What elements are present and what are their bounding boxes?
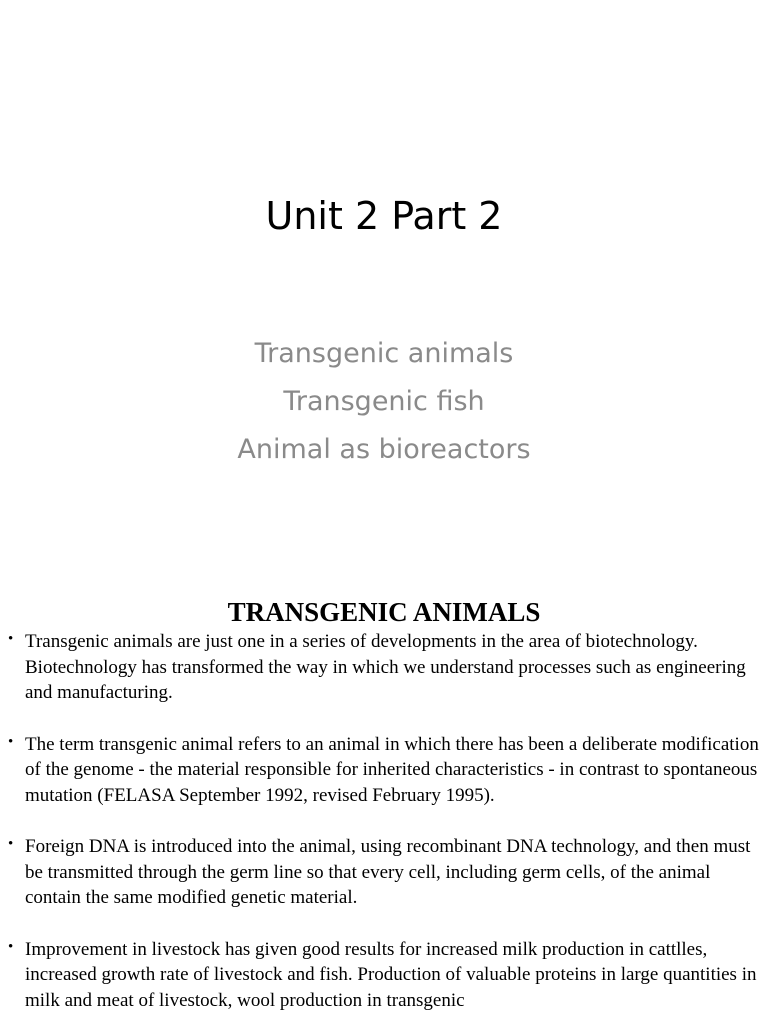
subtitle-list [0, 330, 768, 474]
subtitle-animal-bioreactors: Animal as bioreactors [237, 434, 531, 465]
list-item [8, 937, 760, 1014]
slide-title: Unit 2 Part 2 [265, 194, 503, 238]
content-slide [0, 576, 768, 1024]
bullet-icon: • [8, 836, 14, 852]
list-item [8, 834, 760, 911]
bullet-icon: • [8, 938, 14, 955]
bullet-icon: • [8, 733, 14, 750]
subtitle-transgenic-animals: Transgenic animals [254, 338, 514, 369]
bullet-list [8, 629, 760, 1024]
bullet-text: The term transgenic animal refers to an animal in which there has been a deliberate modification of the genome - the material responsible for inherited characteristics - in contrast to spontaneous mutation (FELASA September 1992, revised February 1995). [25, 733, 759, 806]
subtitle-transgenic-fish: Transgenic fish [283, 386, 485, 417]
bullet-icon: • [8, 631, 14, 647]
bullet-text: Transgenic animals are just one in a series of developments in the area of biotechnology. Biotechnology has transformed the way in which we understand processes such as engineering and manufacturing. [25, 631, 746, 703]
list-item [8, 629, 760, 706]
list-item [8, 732, 760, 809]
slide-heading: TRANSGENIC ANIMALS [227, 597, 541, 627]
bullet-text: Foreign DNA is introduced into the animal, using recombinant DNA technology, and then must be transmitted through the germ line so that every cell, including germ cells, of the animal contain the same modified genetic material. [25, 836, 751, 908]
bullet-text: Improvement in livestock has given good results for increased milk production in cattlles, increased growth rate of livestock and fish. Production of valuable proteins in large quantities in milk and meat of livestock, wool production in transgenic [25, 938, 757, 1011]
